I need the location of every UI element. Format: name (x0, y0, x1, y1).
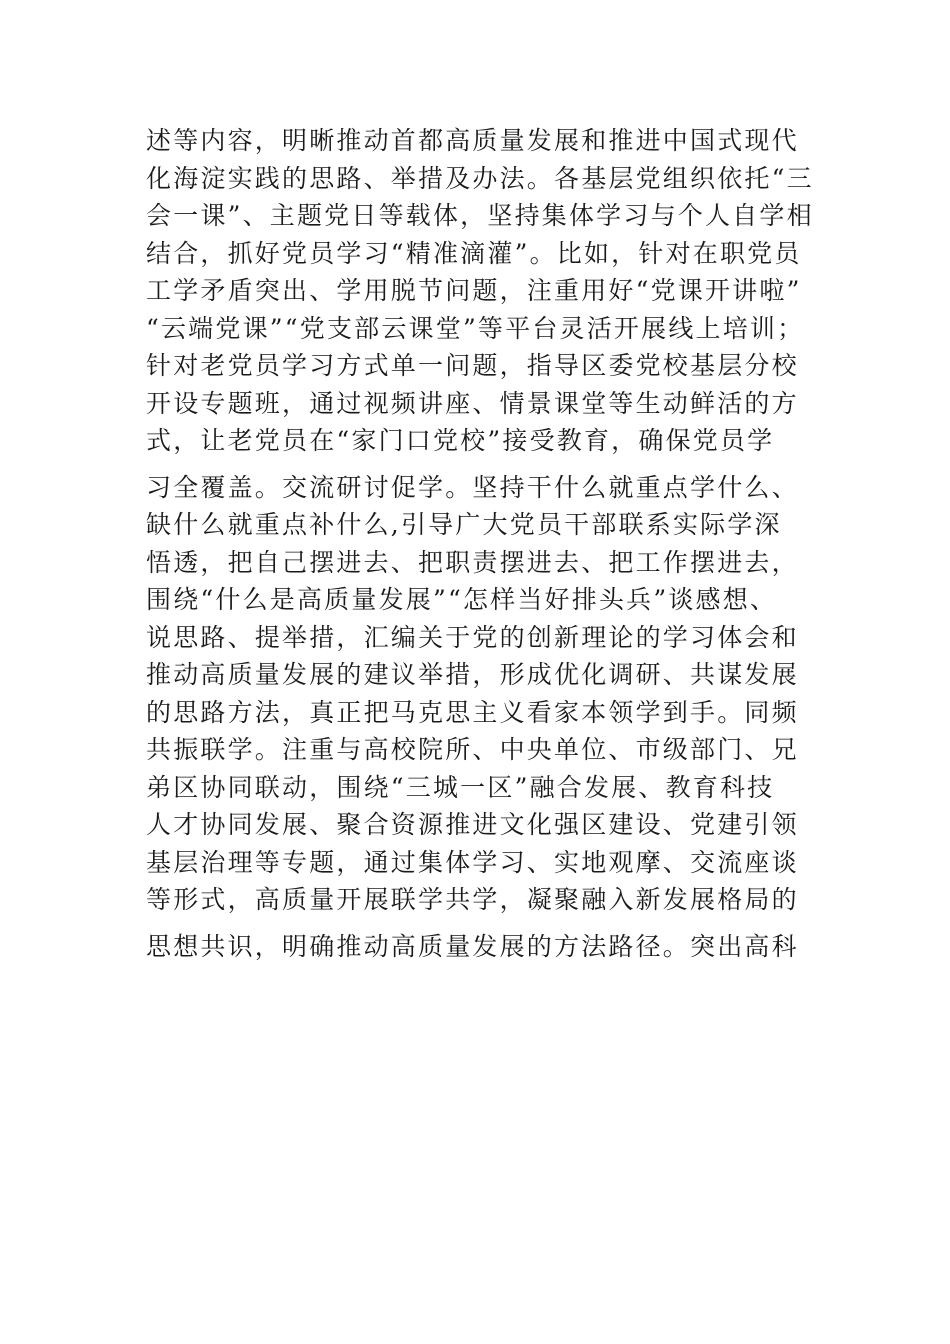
text-line: “云端党课”“党支部云课堂”等平台灵活开展线上培训； (146, 313, 805, 343)
text-line: 会一课”、主题党日等载体，坚持集体学习与个人自学相 (146, 201, 814, 230)
text-line: 结合，抓好党员学习“精准滴灌”。比如，针对在职党员 (146, 238, 802, 268)
text-line: 等形式，高质量开展联学共学，凝聚融入新发展格局的 (146, 885, 799, 914)
text-line: 说思路、提举措，汇编关于党的创新理论的学习体会和 (146, 622, 799, 652)
text-line: 式，让老党员在“家门口党校”接受教育，确保党员学 (146, 426, 775, 455)
text-line: 的思路方法，真正把马克思主义看家本领学到手。同频 (146, 697, 799, 727)
text-line: 悟透，把自己摆进去、把职责摆进去、把工作摆进去， (146, 547, 799, 577)
text-line: 化海淀实践的思路、举措及办法。各基层党组织依托“三 (146, 163, 814, 193)
text-line: 缺什么就重点补什么,引导广大党员干部联系实际学深 (146, 510, 782, 539)
text-line: 工学矛盾突出、学用脱节问题，注重用好“党课开讲啦” (146, 276, 802, 305)
text-line: 开设专题班，通过视频讲座、情景课堂等生动鲜活的方 (146, 388, 799, 418)
text-line: 思想共识，明确推动高质量发展的方法路径。突出高科 (146, 931, 799, 961)
text-line: 共振联学。注重与高校院所、中央单位、市级部门、兄 (146, 735, 799, 764)
body-text (146, 122, 814, 965)
text-line: 习全覆盖。交流研讨促学。坚持干什么就重点学什么、 (146, 472, 799, 502)
text-line: 推动高质量发展的建议举措，形成优化调研、共谋发展 (146, 660, 799, 689)
text-line: 针对老党员学习方式单一问题，指导区委党校基层分校 (146, 351, 799, 380)
text-line: 弟区协同联动，围绕“三城一区”融合发展、教育科技 (146, 772, 775, 802)
text-line: 围绕“什么是高质量发展”“怎样当好排头兵”谈感想、 (146, 585, 778, 614)
text-line: 述等内容，明晰推动首都高质量发展和推进中国式现代 (146, 126, 799, 155)
text-line: 人才协同发展、聚合资源推进文化强区建设、党建引领 (146, 810, 799, 839)
text-line: 基层治理等专题，通过集体学习、实地观摩、交流座谈 (146, 847, 799, 877)
